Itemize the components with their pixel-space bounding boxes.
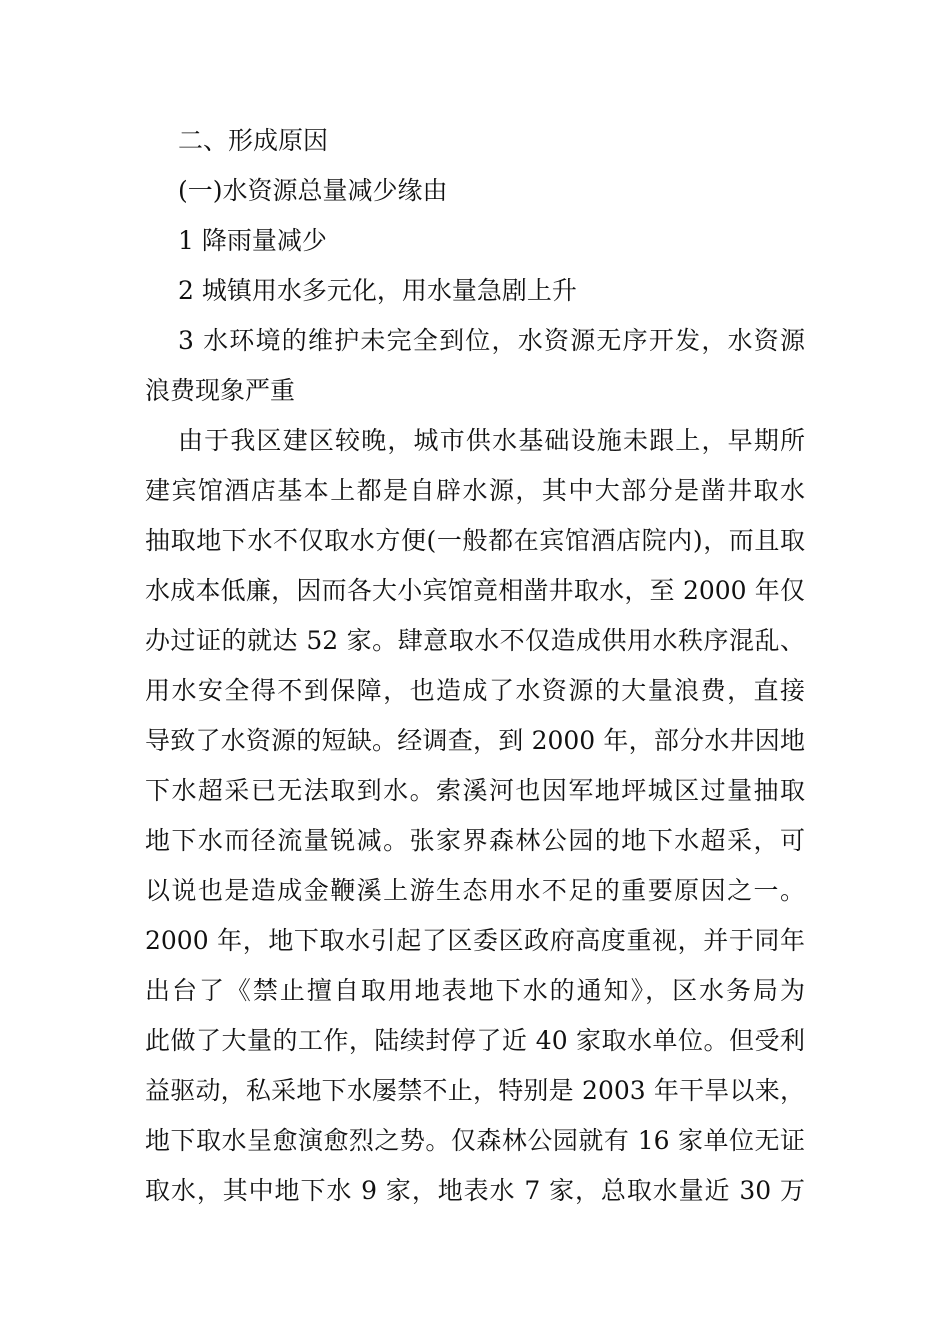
subsection-heading: (一)水资源总量减少缘由	[178, 176, 448, 205]
list-item-continuation: 浪费现象严重	[145, 376, 296, 405]
paragraph-line: 出台了《禁止擅自取用地表地下水的通知》，区水务局为	[145, 976, 805, 1005]
paragraph-line: 水成本低廉，因而各大小宾馆竟相凿井取水，至 2000 年仅	[145, 576, 805, 605]
paragraph-line: 导致了水资源的短缺。经调查，到 2000 年，部分水井因地	[145, 726, 805, 755]
list-item: 2 城镇用水多元化，用水量急剧上升	[178, 276, 577, 305]
paragraph-line: 下水超采已无法取到水。索溪河也因军地坪城区过量抽取	[145, 776, 805, 805]
section-heading: 二、形成原因	[178, 126, 329, 155]
paragraph-line: 建宾馆酒店基本上都是自辟水源，其中大部分是凿井取水	[145, 476, 805, 505]
paragraph-line: 用水安全得不到保障，也造成了水资源的大量浪费，直接	[145, 676, 805, 705]
paragraph-line: 取水，其中地下水 9 家，地表水 7 家，总取水量近 30 万	[145, 1176, 805, 1205]
paragraph-line: 办过证的就达 52 家。肆意取水不仅造成供用水秩序混乱、	[145, 626, 805, 655]
paragraph-line: 地下水而径流量锐减。张家界森林公园的地下水超采，可	[145, 826, 805, 855]
paragraph-line: 以说也是造成金鞭溪上游生态用水不足的重要原因之一。	[145, 876, 805, 905]
paragraph-line: 此做了大量的工作，陆续封停了近 40 家取水单位。但受利	[145, 1026, 805, 1055]
paragraph-line: 2000 年，地下取水引起了区委区政府高度重视，并于同年	[145, 926, 805, 955]
paragraph-line: 抽取地下水不仅取水方便(一般都在宾馆酒店院内)，而且取	[145, 526, 805, 555]
paragraph-line: 由于我区建区较晚，城市供水基础设施未跟上，早期所	[178, 426, 805, 455]
list-item: 1 降雨量减少	[178, 226, 327, 255]
list-item: 3 水环境的维护未完全到位，水资源无序开发，水资源	[178, 326, 805, 355]
paragraph-line: 益驱动，私采地下水屡禁不止，特别是 2003 年干旱以来，	[145, 1076, 805, 1105]
paragraph-line: 地下取水呈愈演愈烈之势。仅森林公园就有 16 家单位无证	[145, 1126, 805, 1155]
